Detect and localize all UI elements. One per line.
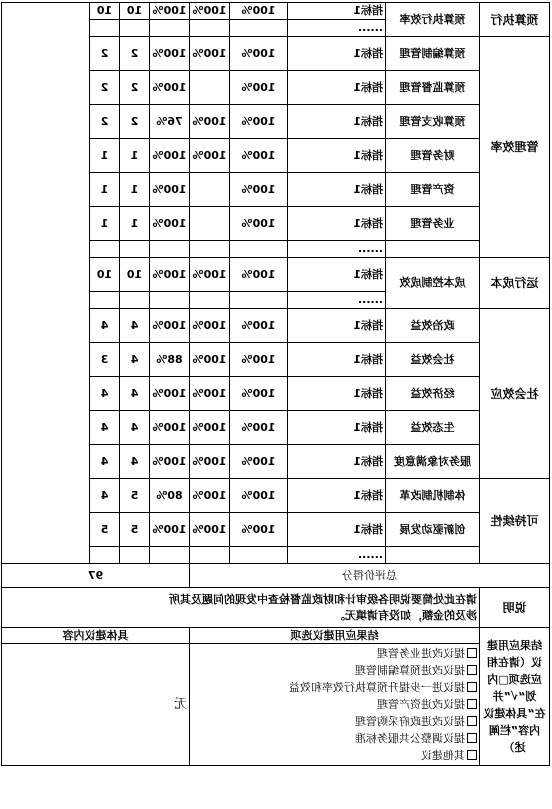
indicator-name: 指标1	[288, 105, 386, 139]
actual-value: 100%	[190, 479, 230, 513]
actual-value	[190, 71, 230, 105]
second-level-indicator: 资产管理	[386, 173, 480, 207]
actual-score: 5	[90, 513, 120, 547]
completion-rate: 80%	[150, 479, 190, 513]
completion-rate	[150, 547, 190, 564]
actual-value	[190, 241, 230, 258]
target-value: 100%	[230, 71, 288, 105]
target-value: 100%	[230, 3, 288, 20]
actual-value	[190, 292, 230, 309]
second-level-indicator: 预算监督管理	[386, 71, 480, 105]
actual-value: 100%	[190, 139, 230, 173]
completion-rate: 100%	[150, 411, 190, 445]
actual-score	[90, 20, 120, 37]
actual-score: 2	[90, 37, 120, 71]
weight-score: 1	[120, 139, 150, 173]
completion-rate: 100%	[150, 139, 190, 173]
indicator-name: 指标1	[288, 445, 386, 479]
second-level-indicator: 服务对象满意度	[386, 445, 480, 479]
target-value: 100%	[230, 411, 288, 445]
actual-score: 1	[90, 207, 120, 241]
actual-value: 100%	[190, 37, 230, 71]
weight-score	[120, 292, 150, 309]
suggestion-option[interactable]	[192, 662, 477, 679]
weight-score: 1	[120, 173, 150, 207]
actual-score: 10	[90, 3, 120, 20]
total-score-label: 总评价得分	[190, 564, 550, 588]
target-value: 100%	[230, 309, 288, 343]
suggestion-label: 结果应用建议（请在相应选项□内划“√”并在“具体建议内容”栏阐述）	[480, 628, 550, 766]
actual-score: 4	[90, 377, 120, 411]
target-value: 100%	[230, 105, 288, 139]
actual-value: 100%	[190, 258, 230, 292]
target-value	[230, 241, 288, 258]
suggestion-option-label: 提议改进预算编制管理	[355, 664, 465, 677]
indicator-name: ......	[288, 547, 386, 564]
target-value: 100%	[230, 258, 288, 292]
second-level-indicator: 政治效益	[386, 309, 480, 343]
indicator-name: 指标1	[288, 309, 386, 343]
actual-value	[190, 173, 230, 207]
suggestion-option-label: 提议改进业务管理	[377, 647, 465, 660]
first-level-indicator: 管理效率	[480, 37, 550, 258]
remark-column	[2, 3, 90, 564]
suggestion-option[interactable]	[192, 679, 477, 696]
suggestion-option[interactable]	[192, 730, 477, 747]
actual-value: 100%	[190, 445, 230, 479]
second-level-indicator: 业务管理	[386, 207, 480, 241]
suggestion-option-label: 其他建议	[421, 749, 465, 762]
note-line-2: 涉及的金额，如没有请填无。	[334, 608, 477, 622]
second-level-indicator: 预算编制管理	[386, 37, 480, 71]
second-level-indicator: 创新驱动发展	[386, 513, 480, 547]
second-level-indicator: 预算收支管理	[386, 105, 480, 139]
checkbox-icon[interactable]	[467, 716, 477, 726]
first-level-indicator: 运行成本	[480, 258, 550, 309]
target-value: 100%	[230, 377, 288, 411]
second-level-indicator: 预算执行效率	[386, 3, 480, 37]
actual-value: 100%	[190, 309, 230, 343]
actual-score	[90, 547, 120, 564]
completion-rate: 100%	[150, 3, 190, 20]
actual-value: 100%	[190, 3, 230, 20]
completion-rate: 100%	[150, 445, 190, 479]
actual-value	[190, 20, 230, 37]
completion-rate: 100%	[150, 207, 190, 241]
weight-score: 1	[120, 207, 150, 241]
completion-rate: 100%	[150, 71, 190, 105]
indicator-name: 指标1	[288, 343, 386, 377]
target-value	[230, 20, 288, 37]
suggestion-content: 无	[2, 644, 190, 766]
indicator-name: 指标1	[288, 513, 386, 547]
first-level-indicator: 预算执行	[480, 3, 550, 37]
actual-score: 1	[90, 139, 120, 173]
weight-score	[120, 241, 150, 258]
indicator-name: ......	[288, 292, 386, 309]
target-value: 100%	[230, 207, 288, 241]
completion-rate: 100%	[150, 309, 190, 343]
indicator-name: 指标1	[288, 411, 386, 445]
indicator-name: ......	[288, 20, 386, 37]
second-level-indicator	[386, 547, 480, 564]
note-line-1: 请在此处简要说明各级审计和财政监督检查中发现的问题及其所	[169, 592, 477, 606]
checkbox-icon[interactable]	[467, 733, 477, 743]
actual-value	[190, 207, 230, 241]
actual-score: 4	[90, 309, 120, 343]
weight-score: 10	[120, 258, 150, 292]
completion-rate: 100%	[150, 513, 190, 547]
completion-rate: 100%	[150, 258, 190, 292]
indicator-name: 指标1	[288, 37, 386, 71]
completion-rate	[150, 241, 190, 258]
suggestion-option-label: 提议改进政府采购管理	[355, 715, 465, 728]
indicator-name: 指标1	[288, 71, 386, 105]
second-level-indicator: 财务管理	[386, 139, 480, 173]
suggestion-option[interactable]	[192, 645, 477, 662]
target-value: 100%	[230, 37, 288, 71]
first-level-indicator: 社会效应	[480, 309, 550, 479]
actual-value: 100%	[190, 105, 230, 139]
second-level-indicator: 生态效益	[386, 411, 480, 445]
target-value: 100%	[230, 173, 288, 207]
suggestion-option-label: 提议调整公共服务标准	[355, 732, 465, 745]
completion-rate: 76%	[150, 105, 190, 139]
table-row	[2, 3, 550, 20]
weight-score: 4	[120, 377, 150, 411]
indicator-name: 指标1	[288, 479, 386, 513]
suggestion-option[interactable]	[192, 747, 477, 764]
actual-value: 100%	[190, 411, 230, 445]
completion-rate: 100%	[150, 37, 190, 71]
checkbox-icon[interactable]	[467, 750, 477, 760]
weight-score: 4	[120, 309, 150, 343]
checkbox-icon[interactable]	[467, 682, 477, 692]
total-score-value: 97	[2, 564, 190, 588]
indicator-name: 指标1	[288, 258, 386, 292]
target-value: 100%	[230, 445, 288, 479]
weight-score: 4	[120, 343, 150, 377]
indicator-name: 指标1	[288, 3, 386, 20]
note-label: 说明	[480, 588, 550, 628]
actual-score: 3	[90, 343, 120, 377]
weight-score: 4	[120, 411, 150, 445]
first-level-indicator: 可持续性	[480, 479, 550, 564]
suggestion-options-header: 结果应用建议选项	[190, 628, 480, 644]
indicator-name: ......	[288, 241, 386, 258]
actual-score: 10	[90, 258, 120, 292]
actual-score	[90, 241, 120, 258]
completion-rate: 100%	[150, 173, 190, 207]
checkbox-icon[interactable]	[467, 699, 477, 709]
score-rows	[2, 3, 550, 564]
completion-rate: 88%	[150, 343, 190, 377]
weight-score: 2	[120, 71, 150, 105]
checkbox-icon[interactable]	[467, 665, 477, 675]
checkbox-icon[interactable]	[467, 648, 477, 658]
actual-score: 2	[90, 71, 120, 105]
evaluation-table	[1, 2, 550, 766]
target-value: 100%	[230, 343, 288, 377]
weight-score: 2	[120, 105, 150, 139]
indicator-name: 指标1	[288, 139, 386, 173]
suggestion-content-header: 具体建议内容	[2, 628, 190, 644]
suggestion-option-label: 提议改进资产管理	[377, 698, 465, 711]
completion-rate	[150, 292, 190, 309]
actual-value: 100%	[190, 343, 230, 377]
indicator-name: 指标1	[288, 207, 386, 241]
completion-rate: 100%	[150, 377, 190, 411]
second-level-indicator: 体制机制改革	[386, 479, 480, 513]
actual-score: 4	[90, 479, 120, 513]
indicator-name: 指标1	[288, 377, 386, 411]
actual-score: 1	[90, 173, 120, 207]
actual-score: 4	[90, 445, 120, 479]
weight-score: 4	[120, 445, 150, 479]
target-value: 100%	[230, 479, 288, 513]
completion-rate	[150, 20, 190, 37]
suggestion-options	[190, 644, 480, 766]
target-value: 100%	[230, 513, 288, 547]
weight-score: 5	[120, 513, 150, 547]
note-text	[2, 588, 480, 628]
weight-score	[120, 20, 150, 37]
target-value	[230, 547, 288, 564]
actual-value	[190, 547, 230, 564]
second-level-indicator	[386, 241, 480, 258]
indicator-name: 指标1	[288, 173, 386, 207]
weight-score: 5	[120, 479, 150, 513]
weight-score: 2	[120, 37, 150, 71]
second-level-indicator: 经济效益	[386, 377, 480, 411]
weight-score: 10	[120, 3, 150, 20]
actual-value: 100%	[190, 377, 230, 411]
suggestion-option-label: 提议进一步提升预算执行效率和效益	[289, 681, 465, 694]
suggestion-option[interactable]	[192, 713, 477, 730]
target-value: 100%	[230, 139, 288, 173]
actual-score: 4	[90, 411, 120, 445]
suggestion-option[interactable]	[192, 696, 477, 713]
second-level-indicator: 成本控制成效	[386, 258, 480, 309]
weight-score	[120, 547, 150, 564]
actual-score	[90, 292, 120, 309]
actual-score: 2	[90, 105, 120, 139]
target-value	[230, 292, 288, 309]
second-level-indicator: 社会效益	[386, 343, 480, 377]
actual-value: 100%	[190, 513, 230, 547]
